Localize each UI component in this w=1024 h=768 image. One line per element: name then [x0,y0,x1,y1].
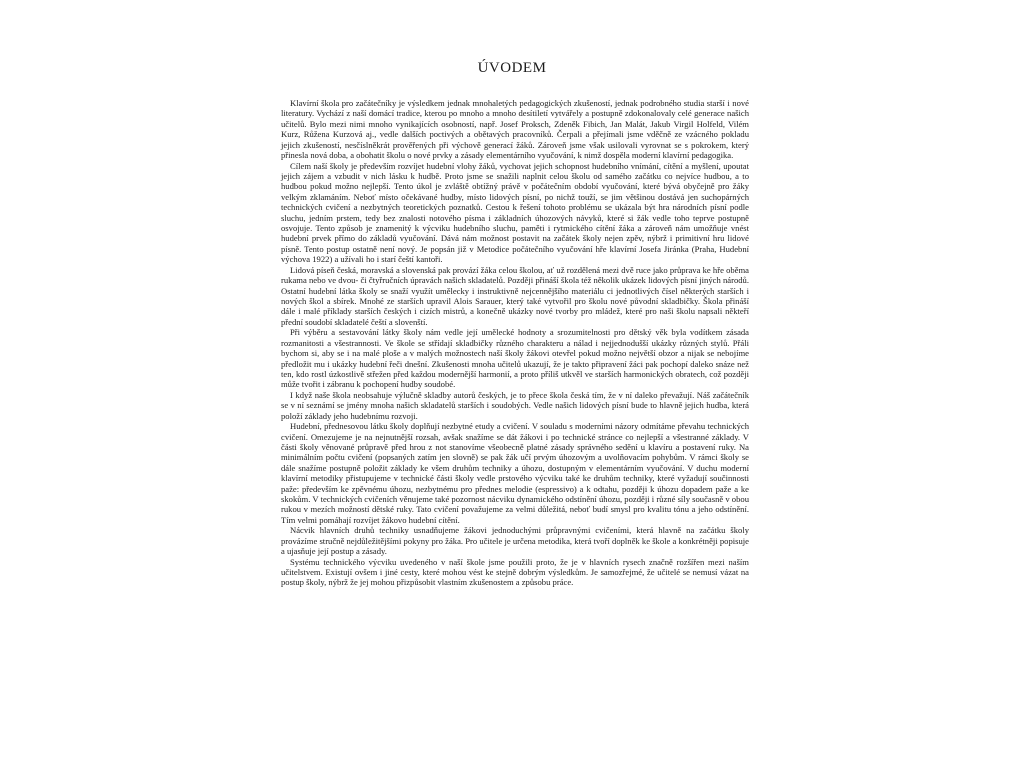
paragraph: Cílem naší školy je především rozvíjet hudební vlohy žáků, vychovat jejich schopnost hudebního vnímání, cítění a myšlení, upoutat jejich zájem a vzbudit v nich lásku k hudbě. Proto jsme se snažili naplnit celou školu od samého začátku co nejvíce hudbou, a to hudbou pokud možno nejlepší. Tento úkol je zvláště obtížný právě v počátečním období vyučování, které bývá obyčejně pro žáky velkým zklamáním. Neboť místo očekávané hudby, místo lidových písní, po nichž touží, se jim většinou dostává jen suchopárných technických cvičení a nezbytných teoretických poznatků. Cestou k řešení tohoto problému se ukázala být hra národních písní podle sluchu, jedním prstem, tedy bez znalosti notového písma i základních úhozových návyků, které si žák vedle toho teprve postupně osvojuje. Tento způsob je znamenitý k výcviku hudebního sluchu, paměti i rytmického cítění žáka a zároveň nám umožňuje vnést hudební prvek přímo do základů vyučování. Dává nám možnost postavit na začátek školy nejen zpěv, nýbrž i primitivní hru lidové písně. Tento postup ostatně není nový. Je popsán již v Metodice počátečního vyučování hře klavírní Josefa Jiránka (Praha, Hudební výchova 1922) a užívali ho i starí čeští kantoři. [281,160,749,265]
paragraph: Při výběru a sestavování látky školy nám vedle její umělecké hodnoty a srozumitelnosti pro dětský věk byla vodítkem zásada rozmanitosti a všestrannosti. Ve škole se střídají skladbičky různého charakteru a nálad i nejjednodušší ukázky různých stylů. Přáli bychom si, aby se i na malé ploše a v malých možnostech naší školy žákovi otevřel pokud možno největší obzor a nijak se nebojíme předložit mu i ukázky hudební řeči dnešní. Zkušenosti mnoha učitelů ukazují, že je takto připravení žáci pak pochopí daleko snáze než ten, kdo rostl úzkostlivě střežen před každou modernější harmonií, a proto příliš utkvěl ve starších harmonických obratech, což později může tvořit i zábranu k pochopení hudby soudobé. [281,327,749,390]
body-text [281,98,749,588]
paragraph: Systému technického výcviku uvedeného v naší škole jsme použili proto, že je v hlavních rysech značně rozšířen mezi naším učitelstvem. Existují ovšem i jiné cesty, které mohou vést ke stejně dobrým výsledkům. Je samozřejmé, že učitelé se nemusí vázat na postup školy, nýbrž že jej mohou přizpůsobit vlastním zkušenostem a způsobu práce. [281,556,749,588]
paragraph: Lidová píseň česká, moravská a slovenská pak provází žáka celou školou, ať už rozdělená mezi dvě ruce jako průprava ke hře oběma rukama nebo ve dvou- či čtyřručních úpravách našich skladatelů. Později přináší škola též několik ukázek lidových písní jiných národů. Ostatní hudební látka školy se snaží využít umělecky i instruktivně nejcennějšího materiálu ci jednotlivých čísel některých starších i nových škol a sbírek. Mnohé ze starších upravil Alois Sarauer, který také vytvořil pro školu nové původní skladbičky. Škola přináší dále i malé příklady starších českých i cizích mistrů, a konečně ukázky nové tvorby pro mládež, které pro naši školu napsali někteří přední soudobí skladatelé čeští a slovenští. [281,264,749,327]
paragraph: Hudební, přednesovou látku školy doplňují nezbytné etudy a cvičení. V souladu s moderními názory odmítáme převahu technických cvičení. Omezujeme je na nejnutnější rozsah, avšak snažíme se dát žákovi i po technické stránce co nejlepší a všestranné základy. V části školy věnované průpravě před hrou z not stanovíme všeobecně platné zásady správného sedění u klavíru a postavení ruky. Na minimálním počtu cvičení (popsaných zatím jen slovně) se pak žák učí prvým úhozovým a uvolňovacím pohybům. V rámci školy se dále snažíme postupně položit základy ke všem druhům techniky a úhozu, dostupným v elementárním vyučování. V duchu moderní klavírní metodiky přistupujeme v technické části školy vedle prstového výcviku také ke druhům techniky, které vyžadují součinnosti paže: především ke zpěvnému úhozu, nezbytnému pro přednes melodie (espressivo) a k odtahu, později k úhozu dopadem paže a ke skokům. V technických cvičeních věnujeme také pozornost nácviku dynamického odstínění úhozu, později i různé síly současně v obou rukou v mezích možností dětské ruky. Tato cvičení považujeme za velmi důležitá, neboť budí smysl pro kvalitu tónu a jeho odstínění. Tím velmi pomáhají rozvíjet žákovo hudební cítění. [281,421,749,525]
paragraph: Klavírní škola pro začátečníky je výsledkem jednak mnohaletých pedagogických zkušeností, jednak podrobného studia starší i nové literatury. Vychází z naší domácí tradice, kterou po mnoho a mnoho desítiletí vytvářely a postupně zdokonalovaly celé generace našich učitelů. Bylo mezi nimi mnoho vynikajících osobností, např. Josef Proksch, Zdeněk Fibich, Jan Malát, Jakub Virgil Holfeld, Vilém Kurz, Růžena Kurzová aj., vedle dalších poctivých a obětavých pracovníků. Čerpali a přejímali jsme vděčně ze vzácného pokladu jejich zkušeností, nesčíslněkrát prověřených při výchově generací žáků. Zároveň jsme však usilovali vyrovnat se s pokrokem, který přinesla nová doba, a obohatit školu o nové prvky a zásady elementárního vyučování, k nimž dospěla moderní klavírní pedagogika. [281,98,749,161]
page-title: ÚVODEM [477,60,547,76]
paragraph: Nácvik hlavních druhů techniky usnadňujeme žákovi jednoduchými průpravnými cvičeními, která hlavně na začátku školy provázíme stručně nejdůležitějšími pokyny pro žáka. Pro učitele je určena metodika, která tvoří doplněk ke škole a konkrétněji popisuje a ujasňuje její postup a zásady. [281,525,749,557]
paragraph: I když naše škola neobsahuje výlučně skladby autorů českých, je to přece škola česká tím, že v ní daleko převažují. Náš začátečník se v ní seznámí se jmény mnoha našich skladatelů starších i soudobých. Vedle našich lidových písní bude to hlavně jejich hudba, která položí základy jeho hudebnímu rozvoji. [281,389,749,421]
